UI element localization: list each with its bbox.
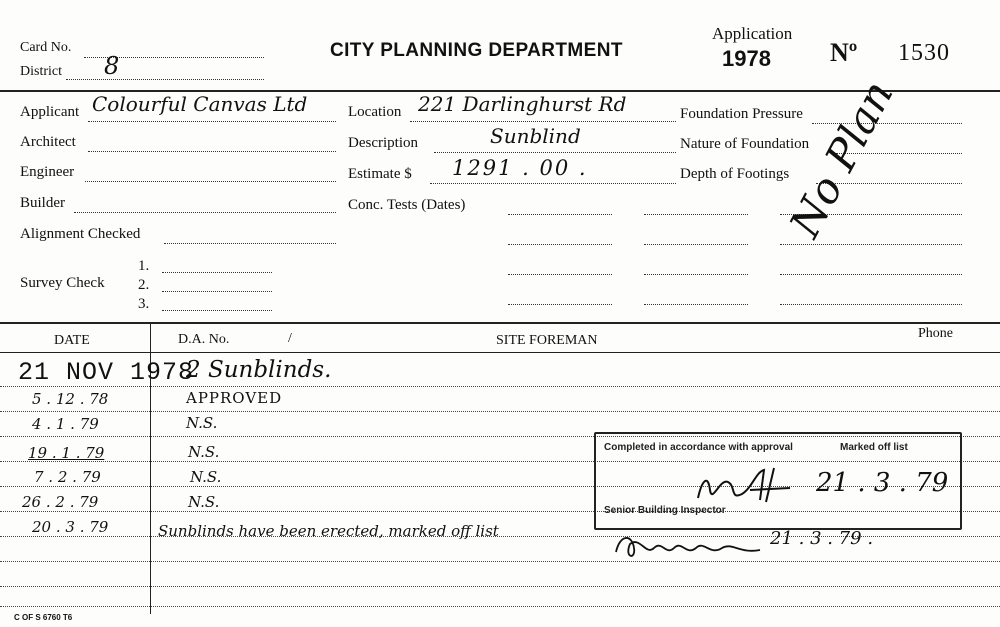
right-extra-line-3 — [780, 274, 962, 275]
depth-footings-label: Depth of Footings — [680, 166, 790, 182]
applicant-value: Colourful Canvas Ltd — [92, 92, 308, 116]
department-title: CITY PLANNING DEPARTMENT — [330, 40, 623, 61]
table-row-date: 21 NOV 1978 — [18, 358, 195, 387]
foreman-signature — [610, 526, 770, 566]
survey-number-2: 2. — [138, 277, 150, 293]
middle-blank-line-2 — [508, 274, 612, 275]
inspector-signature — [690, 460, 810, 510]
location-label: Location — [348, 104, 402, 120]
survey-line-1 — [162, 272, 272, 273]
application-year: 1978 — [722, 46, 771, 71]
engineer-line — [85, 181, 336, 182]
builder-line — [74, 212, 336, 213]
table-row-date: 7 . 2 . 79 — [34, 468, 101, 486]
right-extra-line-2 — [780, 244, 962, 245]
row-rule — [0, 586, 1000, 587]
survey-number-3: 3. — [138, 296, 150, 312]
middle-blank-line-1 — [508, 244, 612, 245]
right-blank-line-3 — [644, 274, 748, 275]
table-header-rule — [0, 352, 1000, 353]
survey-label: Survey Check — [20, 275, 105, 291]
conc-tests-line — [508, 214, 612, 215]
architect-label: Architect — [20, 134, 76, 150]
table-row-date: 4 . 1 . 79 — [32, 415, 99, 433]
middle-blank-line-3 — [508, 304, 612, 305]
estimate-value: 1291 . 00 . — [452, 156, 588, 180]
survey-line-2 — [162, 291, 272, 292]
application-number: 1530 — [898, 40, 950, 66]
nature-foundation-label: Nature of Foundation — [680, 136, 810, 152]
row-rule — [0, 561, 1000, 562]
header-da-no: D.A. No. — [178, 332, 230, 347]
table-row-entry: N.S. — [188, 443, 220, 461]
table-row-date: 20 . 3 . 79 — [32, 518, 109, 536]
row-rule — [0, 606, 1000, 607]
description-label: Description — [348, 135, 418, 151]
table-row-date: 5 . 12 . 78 — [32, 390, 109, 408]
right-blank-line-4 — [644, 304, 748, 305]
right-blank-line-2 — [644, 244, 748, 245]
district-value: 8 — [104, 52, 120, 80]
alignment-line — [164, 243, 336, 244]
header-slash: / — [288, 331, 292, 346]
district-label: District — [20, 64, 62, 79]
table-row-entry: N.S. — [186, 414, 218, 432]
description-line — [434, 152, 676, 153]
engineer-label: Engineer — [20, 164, 75, 180]
header-site-foreman: SITE FOREMAN — [496, 333, 598, 348]
right-extra-line-4 — [780, 304, 962, 305]
alignment-label: Alignment Checked — [20, 226, 141, 242]
right-blank-line-1 — [644, 214, 748, 215]
estimate-label: Estimate $ — [348, 166, 412, 182]
form-code: C OF S 6760 T6 — [14, 613, 73, 622]
row-rule — [0, 411, 1000, 412]
stamp-completed-text: Completed in accordance with approval — [604, 442, 793, 453]
table-row-entry: N.S. — [188, 493, 220, 511]
application-label: Application — [712, 24, 793, 43]
side-note-no-plan: No Plan — [780, 72, 903, 246]
stamp-date-written: 21 . 3 . 79 — [816, 468, 949, 498]
stamp-officer-text: Senior Building Inspector — [604, 505, 726, 516]
card-no-label: Card No. — [20, 40, 72, 55]
location-value: 221 Darlinghurst Rd — [418, 92, 627, 116]
table-row-entry: N.S. — [190, 468, 222, 486]
conc-tests-label: Conc. Tests (Dates) — [348, 197, 466, 213]
header-date: DATE — [54, 333, 90, 348]
estimate-line — [430, 183, 676, 184]
applicant-label: Applicant — [20, 104, 80, 120]
header-phone: Phone — [918, 326, 953, 341]
builder-label: Builder — [20, 195, 65, 211]
table-row-signature-date: 21 . 3 . 79 . — [770, 528, 874, 549]
table-row-entry: 2 Sunblinds. — [186, 357, 332, 383]
location-line — [410, 121, 676, 122]
description-value: Sunblind — [490, 124, 581, 148]
table-row-entry: APPROVED — [186, 389, 283, 407]
district-line — [66, 79, 264, 80]
foundation-pressure-label: Foundation Pressure — [680, 106, 803, 122]
table-row-date: 19 . 1 . 79 — [28, 444, 105, 462]
survey-number-1: 1. — [138, 258, 150, 274]
architect-line — [88, 151, 336, 152]
applicant-line — [88, 121, 336, 122]
stamp-marked-text: Marked off list — [840, 442, 908, 453]
table-row-date: 26 . 2 . 79 — [22, 493, 99, 511]
table-row-entry: Sunblinds have been erected, marked off list — [158, 522, 499, 540]
survey-line-3 — [162, 310, 272, 311]
number-symbol: Nº — [830, 38, 858, 67]
